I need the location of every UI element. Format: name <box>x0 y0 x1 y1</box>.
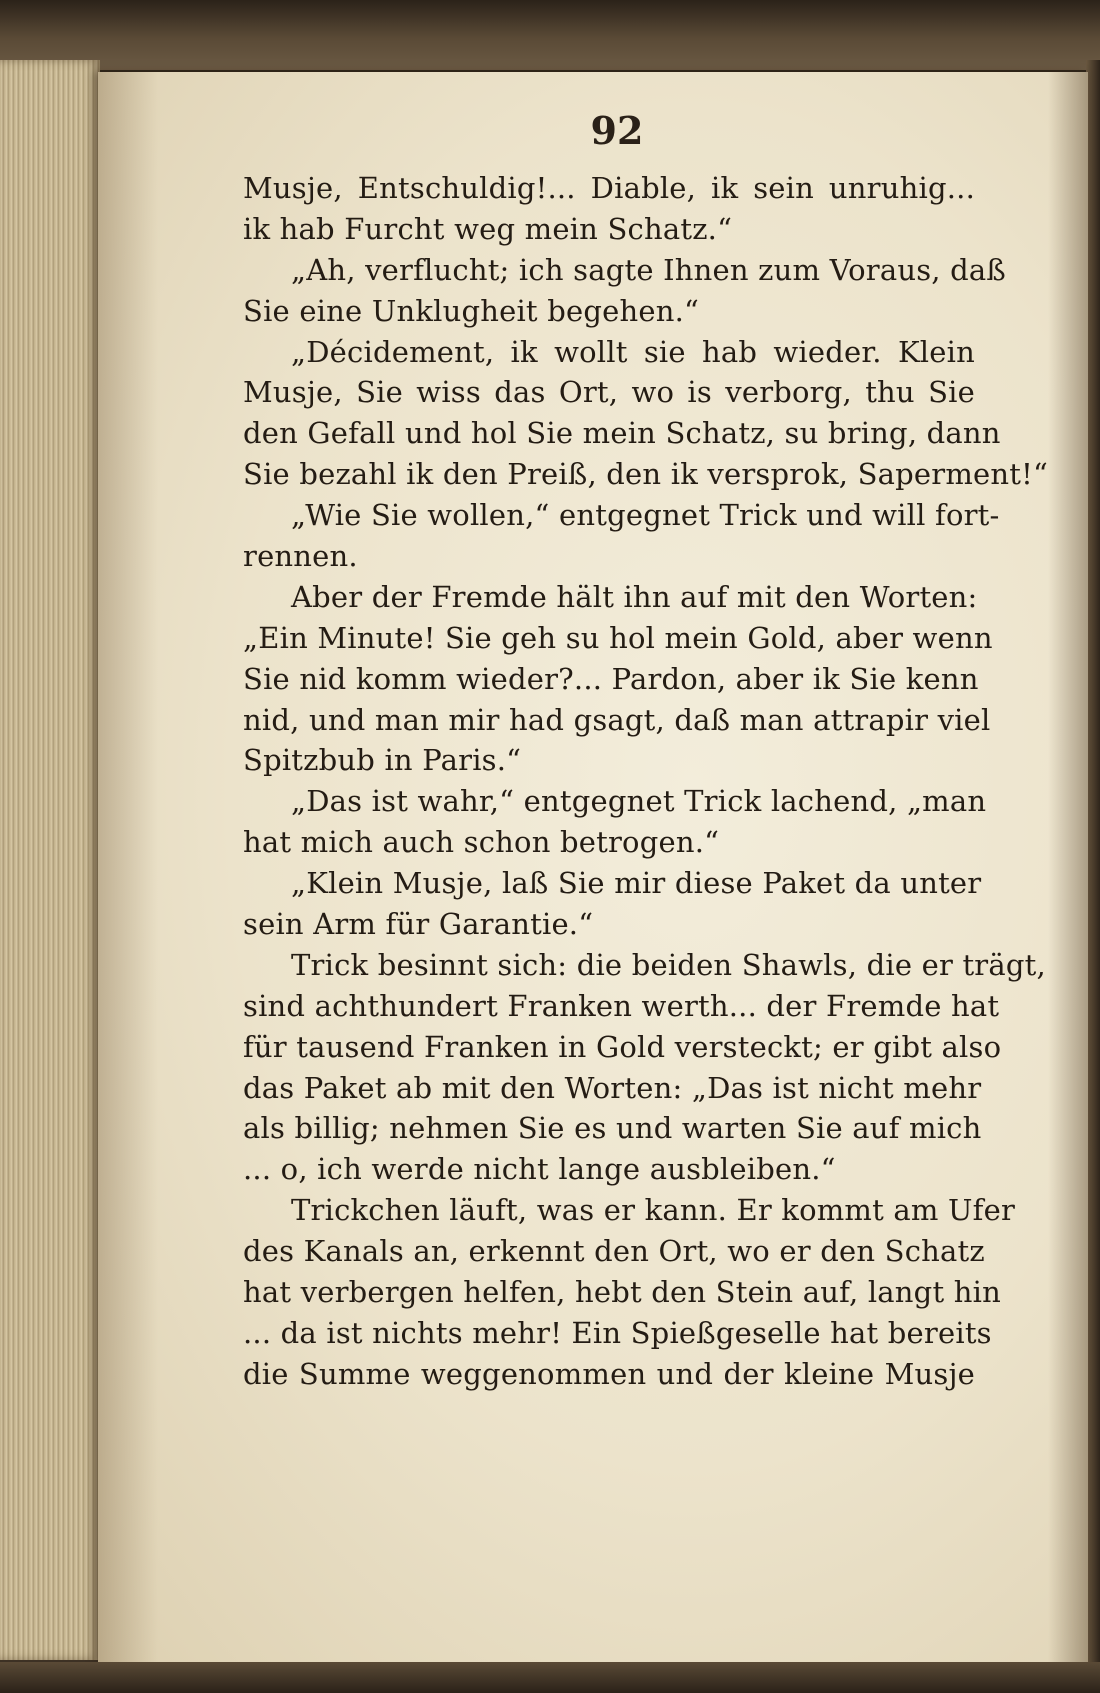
page-number: 92 <box>590 108 644 153</box>
text-line: ... o, ich werde nicht lange ausbleiben.“ <box>243 1152 836 1187</box>
text-line: sind achthundert Franken werth... der Fremde hat <box>243 988 1000 1023</box>
text-line: rennen. <box>243 539 358 574</box>
text-line: „Décidement, ik wollt sie hab wieder. Klein <box>291 334 975 369</box>
stacked-page-edges <box>0 60 100 1660</box>
text-line: des Kanals an, erkennt den Ort, wo er den Schatz <box>243 1234 985 1269</box>
text-line: „Wie Sie wollen,“ entgegnet Trick und will fort- <box>291 498 1000 533</box>
text-line: Trick besinnt sich: die beiden Shawls, die er trägt, <box>291 947 1046 982</box>
book-cover-bottom-edge <box>0 1662 1100 1693</box>
text-line: als billig; nehmen Sie es und warten Sie auf mich <box>243 1111 982 1146</box>
text-line: Sie eine Unklugheit begehen.“ <box>243 293 700 328</box>
text-line: Sie nid komm wieder?... Pardon, aber ik Sie kenn <box>243 661 979 696</box>
text-line: ... da ist nichts mehr! Ein Spießgeselle hat bereits <box>243 1315 992 1350</box>
book-cover-right-edge <box>1086 60 1100 1670</box>
text-line: hat verbergen helfen, hebt den Stein auf, langt hin <box>243 1275 1001 1310</box>
text-line: Musje, Sie wiss das Ort, wo is verborg, thu Sie <box>243 375 975 410</box>
body-text <box>243 168 1048 1395</box>
text-line: das Paket ab mit den Worten: „Das ist nicht mehr <box>243 1070 982 1105</box>
text-line: nid, und man mir had gsagt, daß man attrapir viel <box>243 702 991 737</box>
text-line: für tausend Franken in Gold versteckt; er gibt also <box>243 1029 1002 1064</box>
text-line: „Klein Musje, laß Sie mir diese Paket da unter <box>291 866 982 901</box>
book-cover-top-edge <box>0 0 1100 70</box>
text-line: Aber der Fremde hält ihn auf mit den Worten: <box>291 579 978 614</box>
text-line: sein Arm für Garantie.“ <box>243 907 594 942</box>
text-line: „Ah, verflucht; ich sagte Ihnen zum Voraus, daß <box>291 252 1006 287</box>
text-line: hat mich auch schon betrogen.“ <box>243 825 720 860</box>
text-line: den Gefall und hol Sie mein Schatz, su bring, dann <box>243 416 1001 451</box>
text-line: Spitzbub in Paris.“ <box>243 743 522 778</box>
text-line: die Summe weggenommen und der kleine Musje <box>243 1356 975 1391</box>
text-line: Trickchen läuft, was er kann. Er kommt am Ufer <box>291 1193 1016 1228</box>
text-line: „Ein Minute! Sie geh su hol mein Gold, aber wenn <box>243 620 993 655</box>
text-line: ik hab Furcht weg mein Schatz.“ <box>243 211 733 246</box>
text-line: „Das ist wahr,“ entgegnet Trick lachend, „man <box>291 784 987 819</box>
text-line: Sie bezahl ik den Preiß, den ik versprok, Saperment!“ <box>243 457 1048 492</box>
text-line: Musje, Entschuldig!... Diable, ik sein unruhig... <box>243 171 975 205</box>
